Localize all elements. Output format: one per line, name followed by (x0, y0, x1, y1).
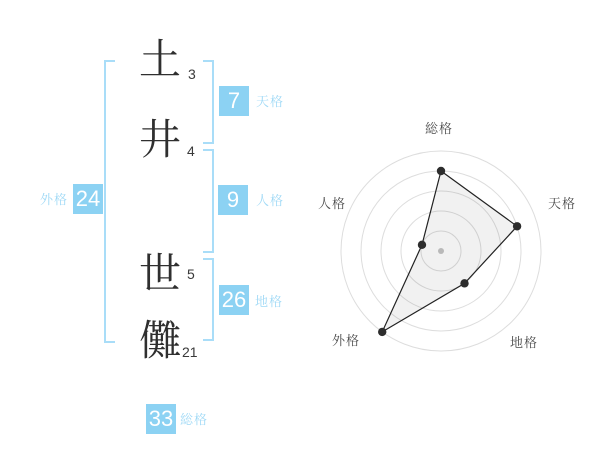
name-character-1: 土 (138, 36, 181, 83)
jinkaku-bracket (203, 149, 214, 253)
gaikaku-value-badge: 24 (73, 184, 103, 214)
stroke-count-3: 5 (187, 266, 195, 282)
name-character-2: 井 (138, 116, 181, 163)
stroke-count-2: 4 (187, 143, 195, 159)
chikaku-bracket (203, 258, 214, 341)
stroke-count-4: 21 (182, 344, 198, 360)
gaikaku-label: 外格 (40, 192, 69, 207)
radar-axis-label-tenkaku: 天格 (548, 196, 577, 211)
tenkaku-label: 天格 (256, 94, 285, 109)
jinkaku-value-badge: 9 (218, 185, 248, 215)
tenkaku-value-badge: 7 (219, 86, 249, 116)
radar-axis-label-soukaku: 総格 (425, 121, 454, 136)
jinkaku-label: 人格 (256, 193, 285, 208)
chikaku-value-badge: 26 (219, 285, 249, 315)
gaikaku-bracket (104, 60, 115, 343)
soukaku-value-badge: 33 (146, 404, 176, 434)
stroke-count-1: 3 (188, 66, 196, 82)
radar-axis-label-jinkaku: 人格 (318, 196, 347, 211)
radar-axis-label-chikaku: 地格 (510, 335, 539, 350)
name-character-4: 儺 (138, 317, 181, 364)
chikaku-label: 地格 (255, 294, 284, 309)
tenkaku-bracket (203, 60, 214, 144)
radar-axis-label-gaikaku: 外格 (332, 333, 361, 348)
soukaku-label: 総格 (180, 412, 209, 427)
name-character-3: 世 (138, 250, 181, 297)
